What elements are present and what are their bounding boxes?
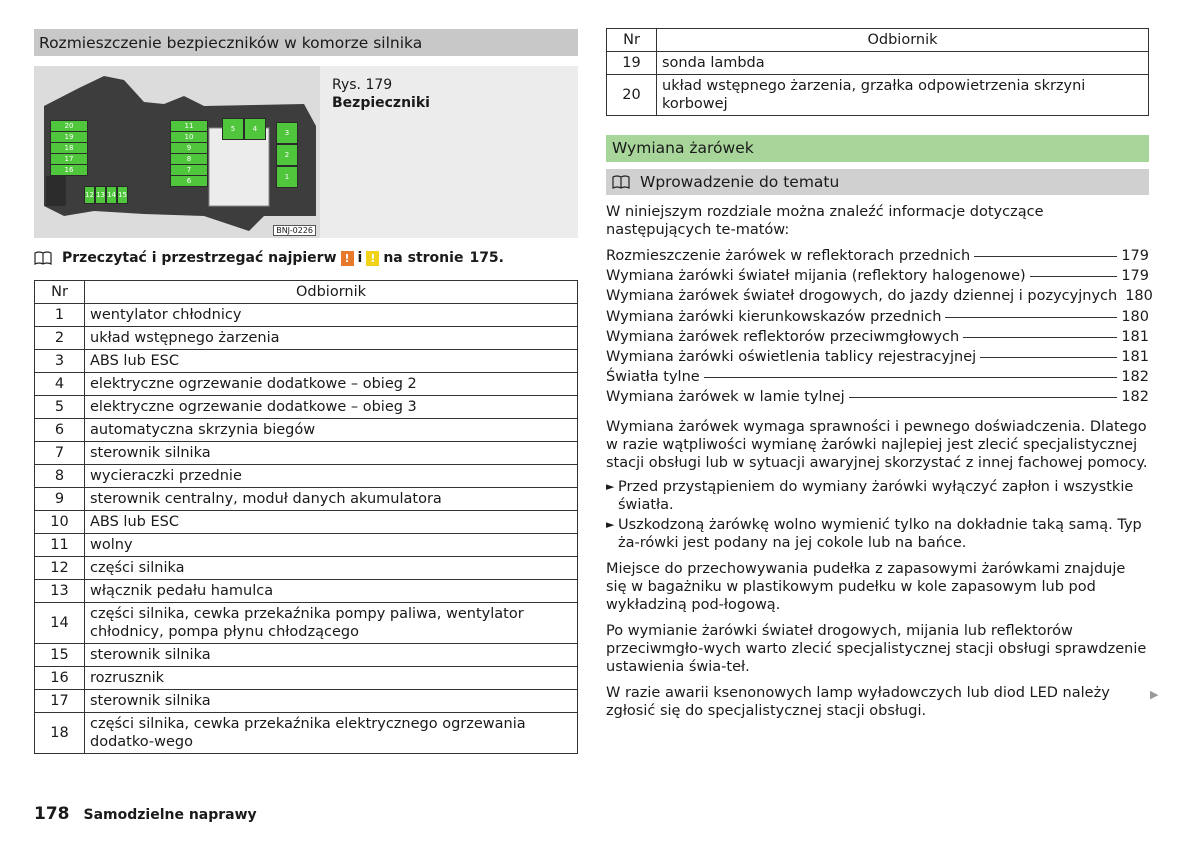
fuse-slot: 15 bbox=[117, 186, 128, 204]
fuse-slot: 19 bbox=[50, 131, 88, 143]
bullet-list bbox=[606, 478, 1149, 552]
table-of-contents bbox=[606, 248, 1153, 410]
footer-section: Samodzielne naprawy bbox=[83, 807, 257, 823]
toc-page: 179 bbox=[1121, 248, 1149, 264]
table-row bbox=[35, 373, 578, 396]
toc-label: Wymiana żarówki oświetlenia tablicy rejestracyjnej bbox=[606, 348, 977, 365]
caution-icon[interactable]: ! bbox=[366, 251, 379, 266]
table-row bbox=[35, 419, 578, 442]
fuse-slot: 17 bbox=[50, 153, 88, 165]
toc-label: Wymiana żarówek świateł drogowych, do jazdy dziennej i pozycyjnych bbox=[606, 288, 1118, 305]
paragraph-2: Miejsce do przechowywania pudełka z zapasowymi żarówkami znajduje się w bagażniku w plastikowym pudełku w kole zapasowym lub pod wykładziną pod-łogową. bbox=[606, 560, 1126, 613]
toc-label: Wymiana żarówek w lamie tylnej bbox=[606, 389, 845, 406]
note-and: i bbox=[357, 250, 363, 266]
figure-id: BNJ-0226 bbox=[273, 225, 316, 236]
column-header-nr: Nr bbox=[607, 29, 657, 52]
table-row bbox=[35, 396, 578, 419]
table-row bbox=[35, 442, 578, 465]
toc-page: 181 bbox=[1121, 328, 1149, 345]
fuse-slot: 10 bbox=[170, 131, 208, 143]
fuse-slot: 4 bbox=[244, 118, 266, 140]
paragraph-3: Po wymianie żarówki świateł drogowych, mijania lub reflektorów przeciwmgło-wych warto zlecić specjalistycznej stacji obsługi sprawdzenie ustawienia świa-teł. bbox=[606, 622, 1147, 675]
list-item-text: Uszkodzoną żarówkę wolno wymienić tylko na dokładnie taką samą. Typ ża-rówki jest podany na jej cokole lub na bańce. bbox=[618, 516, 1142, 551]
fuse-receiver: wycieraczki przednie bbox=[85, 465, 578, 488]
toc-entry[interactable] bbox=[606, 268, 1149, 288]
fuse-slot: 3 bbox=[276, 122, 298, 144]
fuse-slot: 2 bbox=[276, 144, 298, 166]
fuse-number: 14 bbox=[35, 603, 85, 644]
intro-paragraph: W niniejszym rozdziale można znaleźć informacje dotyczące następujących te-matów: bbox=[606, 204, 1044, 238]
toc-page: 180 bbox=[1121, 308, 1149, 325]
left-column bbox=[34, 29, 578, 754]
fuse-number: 3 bbox=[35, 350, 85, 373]
fuse-receiver: układ wstępnego żarzenia, grzałka odpowietrzenia skrzyni korbowej bbox=[657, 75, 1149, 116]
toc-entry[interactable] bbox=[606, 309, 1149, 329]
fuse-slot: 5 bbox=[222, 118, 244, 140]
toc-page: 180 bbox=[1125, 288, 1153, 305]
table-row bbox=[35, 580, 578, 603]
toc-entry[interactable] bbox=[606, 389, 1149, 409]
toc-label: Wymiana żarówki świateł mijania (reflektory halogenowe) bbox=[606, 268, 1026, 285]
fuse-slot: 20 bbox=[50, 120, 88, 132]
toc-leader bbox=[945, 317, 1117, 318]
table-row bbox=[35, 603, 578, 644]
fuse-table-left bbox=[34, 280, 578, 754]
fuse-receiver: układ wstępnego żarzenia bbox=[85, 327, 578, 350]
fuse-number: 2 bbox=[35, 327, 85, 350]
fuse-receiver: rozrusznik bbox=[85, 667, 578, 690]
fuse-slot: 7 bbox=[170, 164, 208, 176]
toc-entry[interactable] bbox=[606, 369, 1149, 389]
list-item-text: Przed przystąpieniem do wymiany żarówki wyłączyć zapłon i wszystkie światła. bbox=[618, 478, 1134, 513]
fuse-receiver: sterownik silnika bbox=[85, 442, 578, 465]
fuse-receiver: włącznik pedału hamulca bbox=[85, 580, 578, 603]
fuse-number: 17 bbox=[35, 690, 85, 713]
fuse-number: 19 bbox=[607, 52, 657, 75]
fuse-number: 10 bbox=[35, 511, 85, 534]
column-header-receiver: Odbiornik bbox=[657, 29, 1149, 52]
table-row bbox=[607, 52, 1149, 75]
book-icon bbox=[34, 251, 52, 265]
fuse-receiver: sterownik centralny, moduł danych akumulatora bbox=[85, 488, 578, 511]
fuse-number: 12 bbox=[35, 557, 85, 580]
column-header-receiver: Odbiornik bbox=[85, 281, 578, 304]
toc-entry[interactable] bbox=[606, 248, 1149, 268]
bullet-arrow-icon: ► bbox=[606, 479, 615, 493]
fuse-receiver: automatyczna skrzynia biegów bbox=[85, 419, 578, 442]
table-row bbox=[35, 644, 578, 667]
figure-title: Bezpieczniki bbox=[332, 95, 430, 111]
fuse-slot: 11 bbox=[170, 120, 208, 132]
table-row bbox=[35, 557, 578, 580]
list-item bbox=[606, 478, 1149, 514]
fuse-table-right bbox=[606, 28, 1149, 116]
toc-page: 181 bbox=[1121, 348, 1149, 365]
table-row bbox=[607, 75, 1149, 116]
fuse-slot: 14 bbox=[106, 186, 117, 204]
fuse-slot: 9 bbox=[170, 142, 208, 154]
list-item bbox=[606, 516, 1149, 552]
fuse-receiver: wolny bbox=[85, 534, 578, 557]
fuse-receiver: elektryczne ogrzewanie dodatkowe – obieg 2 bbox=[85, 373, 578, 396]
table-row bbox=[35, 667, 578, 690]
paragraph-1: Wymiana żarówek wymaga sprawności i pewnego doświadczenia. Dlatego w razie wątpliwości wymianę żarówki najlepiej jest zlecić specjalistycznej stacji obsługi lub w sytuacji awaryjnej skorzystać z innej fachowej pomocy. bbox=[606, 418, 1148, 471]
fuse-receiver: części silnika bbox=[85, 557, 578, 580]
fuse-number: 6 bbox=[35, 419, 85, 442]
book-icon bbox=[612, 175, 630, 189]
page-number: 178 bbox=[34, 804, 70, 824]
figure-number: Rys. 179 bbox=[332, 77, 393, 93]
toc-label: Rozmieszczenie żarówek w reflektorach przednich bbox=[606, 248, 971, 264]
toc-entry[interactable] bbox=[606, 288, 1153, 308]
toc-leader bbox=[704, 377, 1118, 378]
fuse-number: 13 bbox=[35, 580, 85, 603]
table-row bbox=[35, 304, 578, 327]
fuse-number: 7 bbox=[35, 442, 85, 465]
fuse-number: 8 bbox=[35, 465, 85, 488]
fuse-number: 16 bbox=[35, 667, 85, 690]
fuse-receiver: elektryczne ogrzewanie dodatkowe – obieg 3 bbox=[85, 396, 578, 419]
fuse-slot: 13 bbox=[95, 186, 106, 204]
note-page-link[interactable]: 175. bbox=[469, 250, 504, 266]
toc-entry[interactable] bbox=[606, 349, 1149, 369]
fuse-slot: 1 bbox=[276, 166, 298, 188]
fuse-receiver: sterownik silnika bbox=[85, 644, 578, 667]
table-header-row bbox=[607, 29, 1149, 52]
table-row bbox=[35, 350, 578, 373]
toc-leader bbox=[1030, 276, 1118, 277]
paragraph-4: W razie awarii ksenonowych lamp wyładowczych lub diod LED należy zgłosić się do specjalistycznej stacji obsługi. bbox=[606, 684, 1110, 719]
table-row bbox=[35, 713, 578, 754]
toc-label: Światła tylne bbox=[606, 369, 700, 386]
fuse-receiver: sonda lambda bbox=[657, 52, 1149, 75]
column-header-nr: Nr bbox=[35, 281, 85, 304]
section-title-fuses: Rozmieszczenie bezpieczników w komorze silnika bbox=[34, 29, 578, 56]
fuse-slot: 12 bbox=[84, 186, 95, 204]
fuse-number: 18 bbox=[35, 713, 85, 754]
toc-label: Wymiana żarówki kierunkowskazów przednich bbox=[606, 308, 942, 325]
toc-entry[interactable] bbox=[606, 329, 1149, 349]
fuse-receiver: ABS lub ESC bbox=[85, 350, 578, 373]
figure-caption bbox=[320, 66, 430, 238]
fuse-number: 1 bbox=[35, 304, 85, 327]
toc-label: Wymiana żarówek reflektorów przeciwmgłowych bbox=[606, 328, 960, 345]
toc-page: 179 bbox=[1121, 268, 1149, 285]
note-prefix: Przeczytać i przestrzegać najpierw bbox=[62, 250, 337, 266]
fuse-receiver: ABS lub ESC bbox=[85, 511, 578, 534]
fuse-number: 15 bbox=[35, 644, 85, 667]
toc-leader bbox=[963, 337, 1117, 338]
table-row bbox=[35, 690, 578, 713]
bullet-arrow-icon: ► bbox=[606, 517, 615, 531]
fuse-receiver: wentylator chłodnicy bbox=[85, 304, 578, 327]
subsection-title bbox=[606, 169, 1149, 195]
fuse-number: 4 bbox=[35, 373, 85, 396]
fuse-slot: 16 bbox=[50, 164, 88, 176]
toc-leader bbox=[980, 357, 1117, 358]
fuse-number: 20 bbox=[607, 75, 657, 116]
fuse-receiver: części silnika, cewka przekaźnika pompy paliwa, wentylator chłodnicy, pompa płynu chłodzącego bbox=[85, 603, 578, 644]
page-footer bbox=[34, 804, 257, 824]
table-header-row bbox=[35, 281, 578, 304]
toc-page: 182 bbox=[1121, 369, 1149, 386]
fuse-box-figure bbox=[34, 66, 320, 238]
fuse-number: 5 bbox=[35, 396, 85, 419]
table-row bbox=[35, 488, 578, 511]
right-column bbox=[606, 28, 1153, 720]
figure-row bbox=[34, 66, 578, 238]
fuse-receiver: części silnika, cewka przekaźnika elektrycznego ogrzewania dodatko-wego bbox=[85, 713, 578, 754]
fuse-number: 9 bbox=[35, 488, 85, 511]
toc-leader bbox=[849, 397, 1118, 398]
fuse-slot: 18 bbox=[50, 142, 88, 154]
table-row bbox=[35, 465, 578, 488]
fuse-receiver: sterownik silnika bbox=[85, 690, 578, 713]
note-suffix: na stronie bbox=[383, 250, 464, 266]
fuse-slot: 8 bbox=[170, 153, 208, 165]
subsection-title-text: Wprowadzenie do tematu bbox=[640, 173, 840, 191]
toc-leader bbox=[974, 256, 1117, 257]
continue-arrow-icon: ▶ bbox=[1150, 688, 1159, 701]
toc-page: 182 bbox=[1121, 389, 1149, 406]
section-title-bulbs: Wymiana żarówek bbox=[606, 135, 1149, 162]
fuse-number: 11 bbox=[35, 534, 85, 557]
table-row bbox=[35, 511, 578, 534]
warning-icon[interactable]: ! bbox=[341, 251, 354, 266]
read-first-note bbox=[34, 248, 578, 268]
table-row bbox=[35, 534, 578, 557]
fuse-slot: 6 bbox=[170, 175, 208, 187]
table-row bbox=[35, 327, 578, 350]
